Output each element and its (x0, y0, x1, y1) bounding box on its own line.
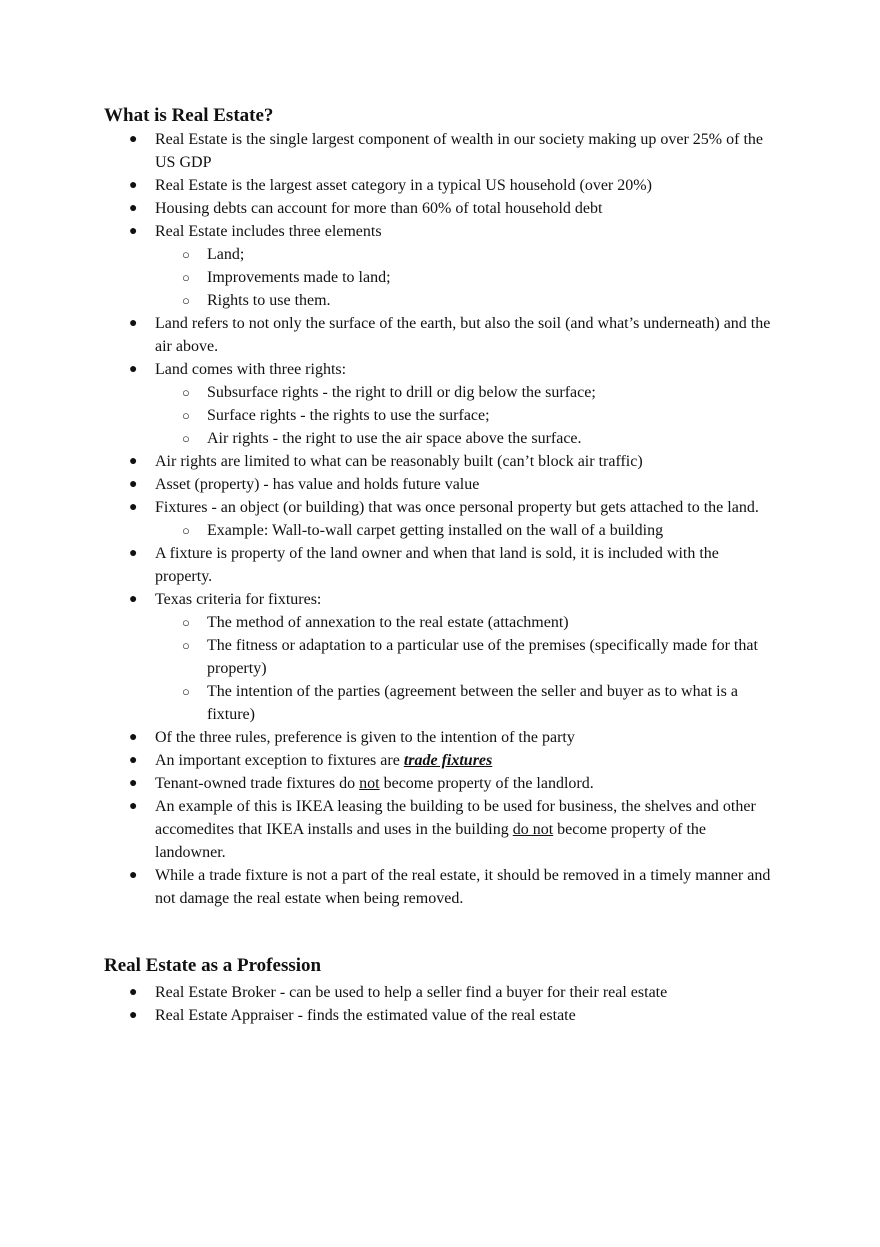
underlined-text: do not (512, 821, 554, 838)
bullet-icon: ● (129, 730, 138, 745)
list-item: ● Texas criteria for fixtures: (104, 588, 777, 611)
bullet-icon: ● (129, 592, 138, 607)
sub-list-item: ○ Surface rights - the rights to use the surface; (104, 404, 777, 427)
bullet-icon: ● (129, 201, 138, 216)
sub-bullet-icon: ○ (182, 408, 190, 423)
list-item: ● Air rights are limited to what can be reasonably built (can’t block air traffic) (104, 450, 777, 473)
list-item: ● Of the three rules, preference is given to the intention of the party (104, 726, 777, 749)
list-item: ● Real Estate is the single largest component of wealth in our society making up over 25% of the US GDP (104, 128, 777, 174)
sub-list-item: ○ Land; (104, 243, 777, 266)
sub-bullet-icon: ○ (182, 431, 190, 446)
bullet-icon: ● (129, 868, 138, 883)
bullet-icon: ● (129, 362, 138, 377)
sub-bullet-icon: ○ (182, 638, 190, 653)
sub-list-item: ○ Improvements made to land; (104, 266, 777, 289)
list-item: ● Real Estate includes three elements (104, 220, 777, 243)
list-item: ● Real Estate is the largest asset category in a typical US household (over 20%) (104, 174, 777, 197)
list-item: ● While a trade fixture is not a part of the real estate, it should be removed in a timely manner and not damage the real estate when being removed. (104, 864, 777, 910)
bullet-icon: ● (129, 477, 138, 492)
list-item: ● An example of this is IKEA leasing the building to be used for business, the shelves and other accomedites that IKEA installs and uses in the building do not become property of the landowner. (104, 795, 777, 864)
bullet-icon: ● (129, 1008, 138, 1023)
sub-list-item: ○ Example: Wall-to-wall carpet getting installed on the wall of a building (104, 519, 777, 542)
list-item: ● Land comes with three rights: (104, 358, 777, 381)
bullet-icon: ● (129, 224, 138, 239)
section-heading-what-is-real-estate: What is Real Estate? (104, 105, 274, 126)
sub-bullet-icon: ○ (182, 293, 190, 308)
bullet-icon: ● (129, 799, 138, 814)
section-heading-profession: Real Estate as a Profession (104, 955, 322, 976)
trade-fixtures-emphasis: trade fixtures (403, 752, 493, 769)
bullet-icon: ● (129, 178, 138, 193)
sub-list-item: ○ Air rights - the right to use the air space above the surface. (104, 427, 777, 450)
list-item: ● An important exception to fixtures are trade fixtures (104, 749, 777, 772)
sub-list-item: ○ Subsurface rights - the right to drill or dig below the surface; (104, 381, 777, 404)
sub-bullet-icon: ○ (182, 684, 190, 699)
list-item: ● Real Estate Broker - can be used to help a seller find a buyer for their real estate (104, 981, 777, 1004)
sub-bullet-icon: ○ (182, 523, 190, 538)
list-item: ● Asset (property) - has value and holds future value (104, 473, 777, 496)
bullet-icon: ● (129, 454, 138, 469)
list-item: ● Tenant-owned trade fixtures do not become property of the landlord. (104, 772, 777, 795)
bullet-icon: ● (129, 132, 138, 147)
sub-bullet-icon: ○ (182, 247, 190, 262)
list-item: ● A fixture is property of the land owner and when that land is sold, it is included with the property. (104, 542, 777, 588)
sub-list-item: ○ Rights to use them. (104, 289, 777, 312)
bullet-icon: ● (129, 500, 138, 515)
sub-bullet-icon: ○ (182, 270, 190, 285)
profession-bullet-list (104, 981, 777, 1027)
bullet-icon: ● (129, 985, 138, 1000)
list-item: ● Land refers to not only the surface of the earth, but also the soil (and what’s underneath) and the air above. (104, 312, 777, 358)
real-estate-bullet-list (104, 128, 777, 910)
sub-list-item: ○ The intention of the parties (agreement between the seller and buyer as to what is a fixture) (104, 680, 777, 726)
sub-bullet-icon: ○ (182, 615, 190, 630)
sub-list-item: ○ The method of annexation to the real estate (attachment) (104, 611, 777, 634)
list-item: ● Real Estate Appraiser - finds the estimated value of the real estate (104, 1004, 777, 1027)
list-item: ● Fixtures - an object (or building) that was once personal property but gets attached to the land. (104, 496, 777, 519)
sub-list-item: ○ The fitness or adaptation to a particular use of the premises (specifically made for that property) (104, 634, 777, 680)
list-item: ● Housing debts can account for more than 60% of total household debt (104, 197, 777, 220)
underlined-text: not (359, 775, 380, 792)
bullet-icon: ● (129, 546, 138, 561)
bullet-icon: ● (129, 753, 138, 768)
sub-bullet-icon: ○ (182, 385, 190, 400)
bullet-icon: ● (129, 776, 138, 791)
bullet-icon: ● (129, 316, 138, 331)
